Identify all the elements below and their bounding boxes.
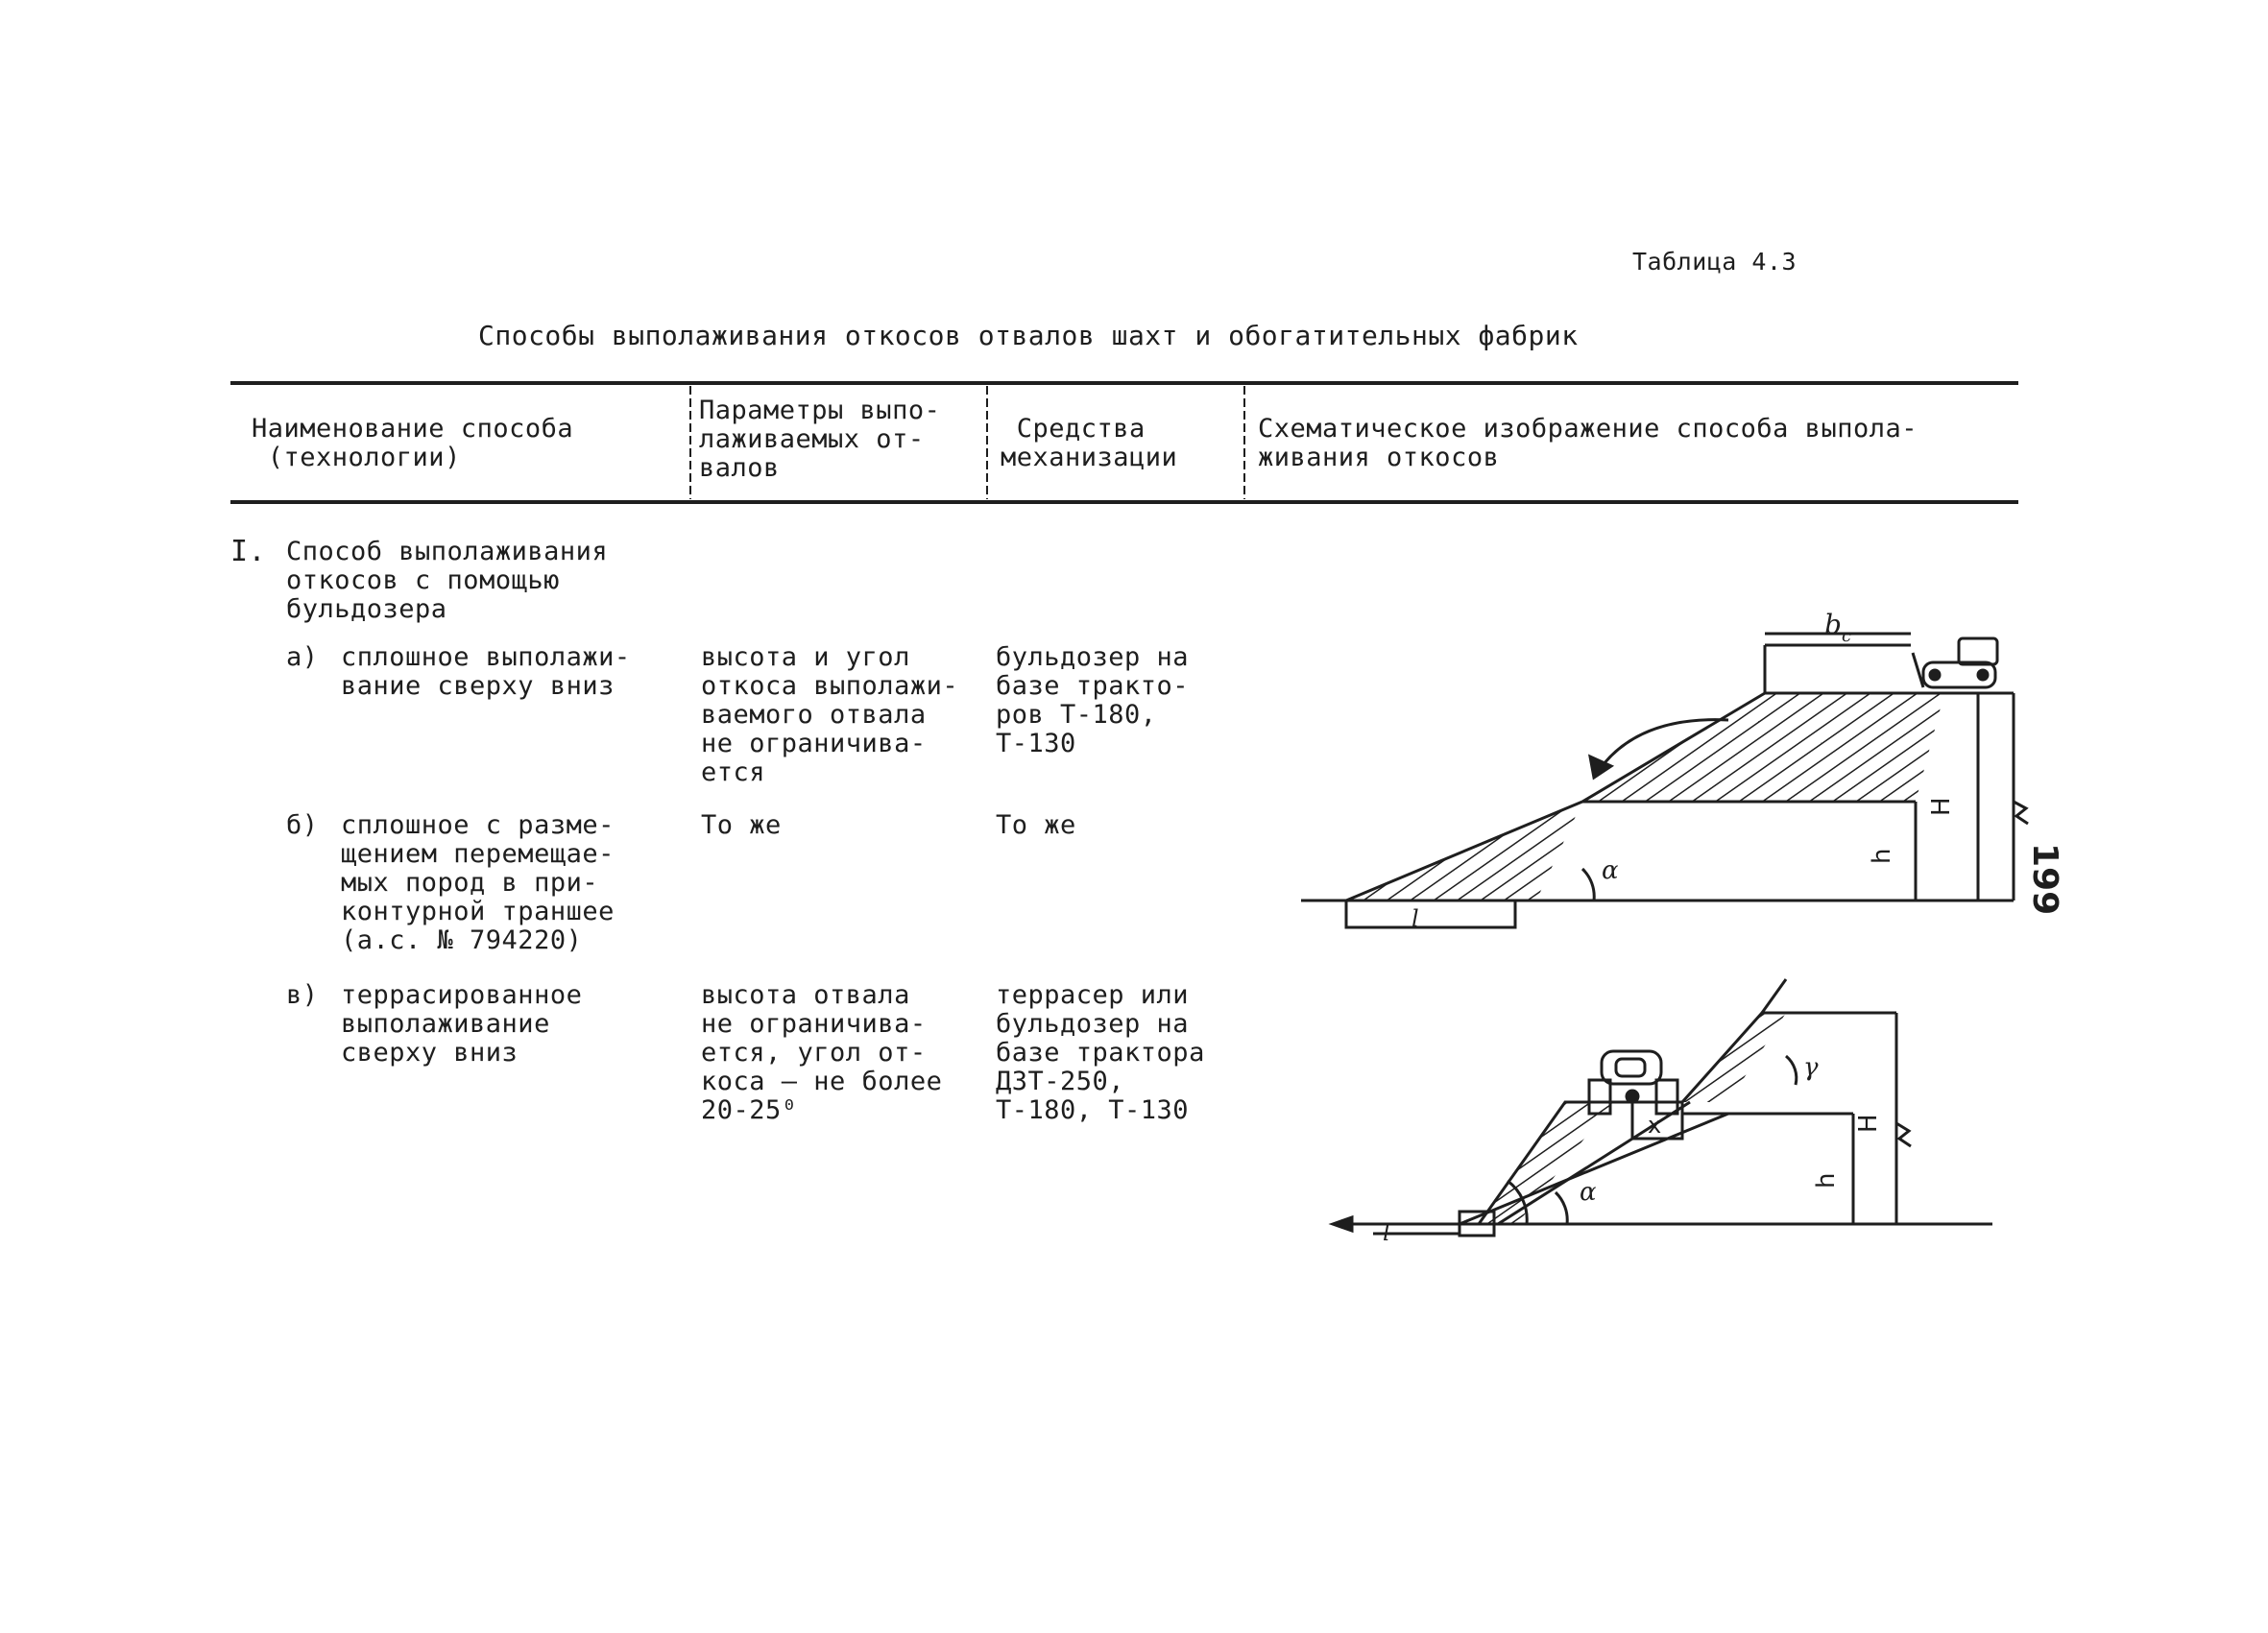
row-mechanization: террасер или бульдозер на базе трактора ДЗТ-250, Т-180, Т-130 — [996, 980, 1205, 1125]
header-schematic: Схематическое изображение способа выпола- живания откосов — [1258, 414, 1918, 472]
header-parameters: Параметры выпо- лаживаемых от- валов — [699, 396, 941, 483]
label-gamma: γ — [1803, 1053, 1819, 1082]
section-title: Способ выполаживания откосов с помощью бульдозера — [286, 537, 609, 624]
label-alpha: α — [1580, 1178, 1597, 1207]
label-x: x — [1648, 1112, 1662, 1139]
row-parameters: высота отвала не ограничива- ется, угол от- коса – не более 20-25⁰ — [701, 980, 943, 1125]
label-bc-sub: c — [1842, 626, 1852, 646]
row-letter: а) — [286, 642, 319, 672]
row-letter: в) — [286, 980, 319, 1010]
label-h: h — [1812, 1172, 1841, 1189]
bulldozer-icon — [1913, 638, 1997, 687]
row-letter: б) — [286, 810, 319, 840]
label-l: l — [1411, 905, 1419, 932]
label-H: H — [1927, 797, 1956, 816]
table-label: Таблица 4.3 — [1632, 248, 1798, 276]
page-number: 199 — [2025, 843, 2064, 916]
document-title: Способы выполаживания откосов отвалов шахт и обогатительных фабрик — [478, 320, 1579, 351]
label-h: h — [1868, 848, 1896, 864]
label-l: l — [1383, 1219, 1390, 1246]
row-mechanization: То же — [996, 810, 1076, 840]
row-mechanization: бульдозер на базе тракто- ров Т-180, Т-130 — [996, 642, 1190, 758]
section-number: I. — [230, 535, 267, 568]
label-H: H — [1854, 1114, 1883, 1133]
diagram-terraced-flattening — [1333, 979, 1992, 1236]
label-bc: b — [1824, 609, 1842, 640]
label-alpha: α — [1602, 856, 1619, 885]
hatch-area — [1682, 1013, 1786, 1102]
row-method-name: сплошное с разме- щением перемещае- мых пород в при- контурной траншее (а.с. № 794220) — [341, 810, 615, 955]
row-parameters: высота и угол откоса выполажи- ваемого отвала не ограничива- ется — [701, 642, 959, 787]
row-method-name: сплошное выполажи- вание сверху вниз — [341, 642, 631, 701]
hatch-area — [1582, 693, 1944, 802]
row-parameters: То же — [701, 810, 782, 840]
header-method-name: Наименование способа (технологии) — [252, 414, 574, 472]
row-method-name: террасированное выполаживание сверху вниз — [341, 980, 583, 1068]
header-mechanization: Средства механизации — [1001, 414, 1178, 472]
